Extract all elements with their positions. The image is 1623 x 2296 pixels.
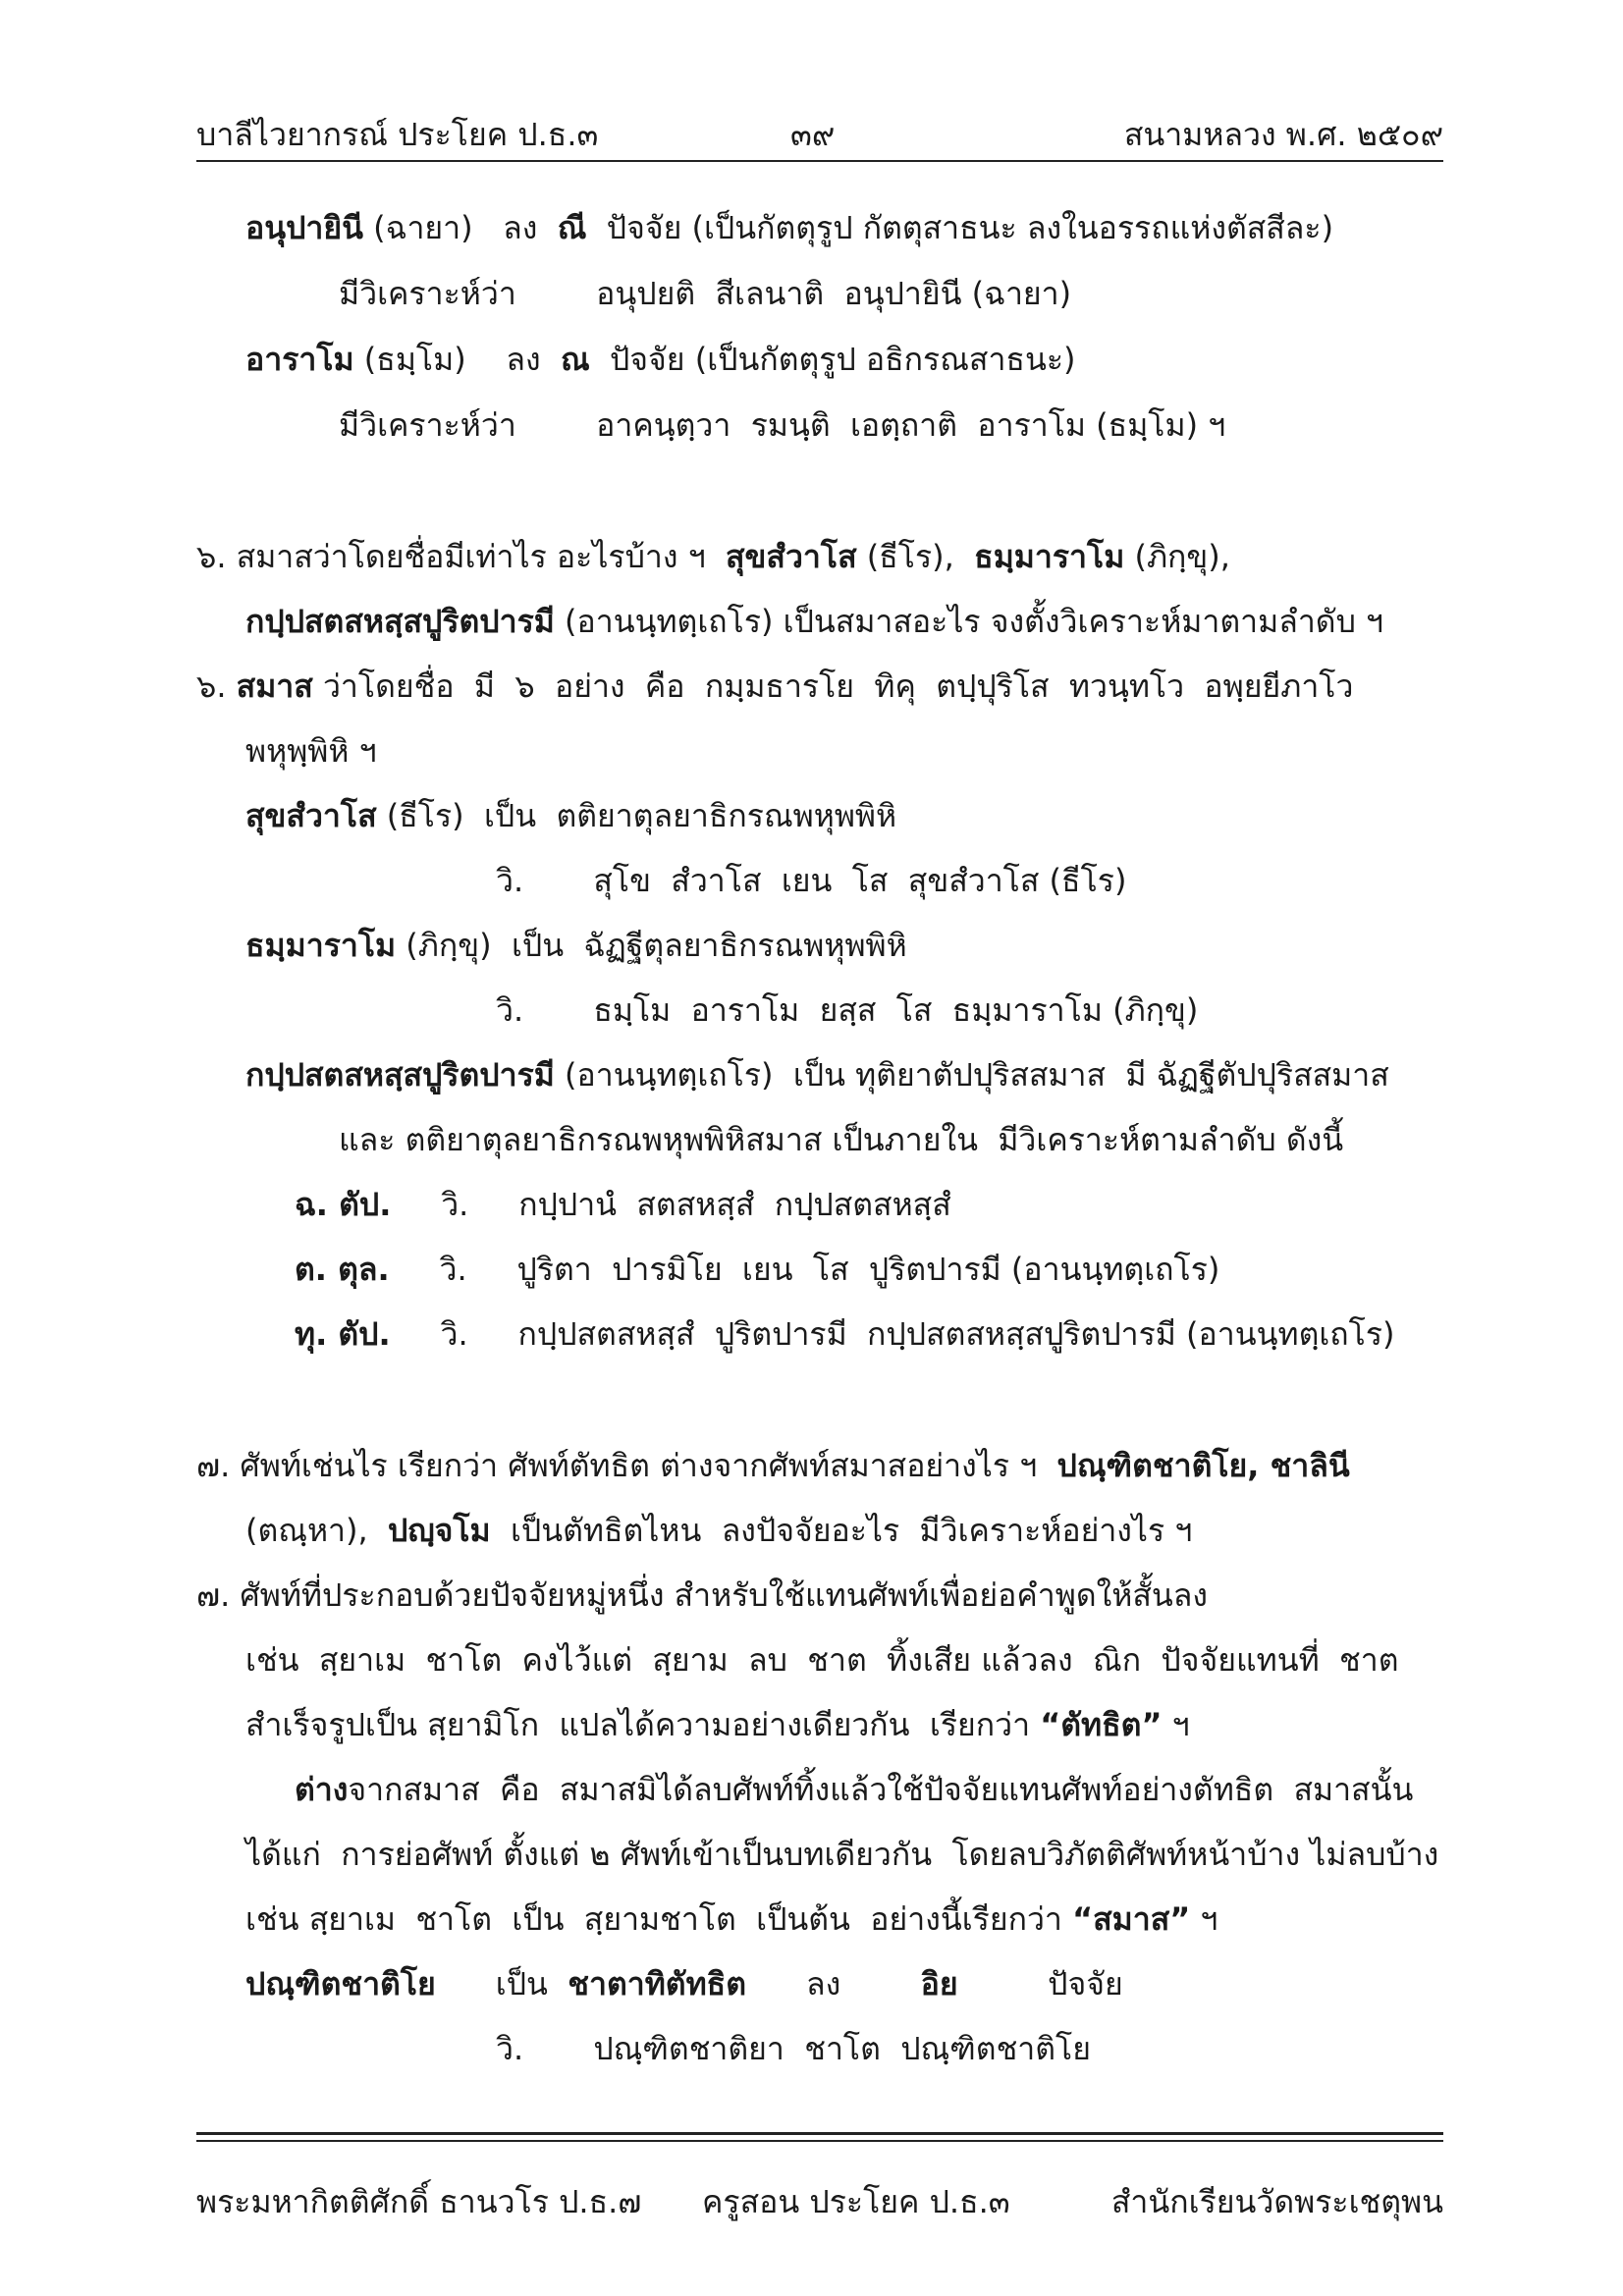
bold-term: กปฺปสตสหสฺสปูริตปารมี: [245, 603, 555, 640]
text-segment: (ธีโร) เป็น ตติยาตุลยาธิกรณพหุพพิหิ: [376, 797, 897, 834]
text-segment: (ฉายา) ลง: [363, 209, 558, 246]
text-line: [496, 859, 1126, 902]
footer-center: ครูสอน ประโยค ป.ธ.๓: [702, 2183, 1010, 2220]
bold-term: “สมาส”: [1072, 1900, 1191, 1938]
text-segment: วิ. กปฺปานํ สตสหสฺสํ กปฺปสตสหสฺสํ: [391, 1186, 951, 1223]
text-line: [339, 1118, 1343, 1161]
text-segment: เป็น: [435, 1965, 568, 2002]
bold-term: ชาตาทิตัทธิต: [568, 1965, 746, 2002]
text-segment: วิ. ปูริตา ปารมิโย เยน โส ปูริตปารมี (อานนฺทตฺเถโร): [389, 1251, 1220, 1288]
text-line: [245, 794, 896, 837]
bold-term: อนุปายินี: [245, 209, 363, 246]
text-line: [245, 1053, 1389, 1096]
text-segment: วิ. ปณฺฑิตชาติยา ชาโต ปณฺฑิตชาติโย: [496, 2030, 1091, 2067]
text-segment: เป็นตัทธิตไหน ลงปัจจัยอะไร มีวิเคราะห์อย่างไร ฯ: [490, 1512, 1193, 1549]
bold-term: ปญฺจโม: [388, 1512, 491, 1549]
text-segment: มีวิเคราะห์ว่า อนุปยติ สีเลนาติ อนุปายินี (ฉายา): [339, 275, 1072, 312]
footer-rule-thick: [196, 2132, 1443, 2135]
bold-term: ปณฺฑิตชาติโย: [245, 1965, 436, 2002]
header-rule: [196, 160, 1443, 162]
bold-term: กปฺปสตสหสฺสปูริตปารมี: [245, 1056, 555, 1094]
text-segment: วิ. ธมฺโม อาราโม ยสฺส โส ธมฺมาราโม (ภิกฺขุ): [496, 991, 1199, 1029]
bold-term: ต. ตุล.: [295, 1251, 390, 1288]
text-line: [245, 338, 1076, 381]
text-segment: และ ตติยาตุลยาธิกรณพหุพพิหิสมาส เป็นภายใน มีวิเคราะห์ตามลำดับ ดังนี้: [339, 1121, 1344, 1158]
bold-term: ณี: [557, 209, 587, 246]
text-segment: ฯ: [1190, 1900, 1218, 1938]
text-line: [295, 1248, 1219, 1291]
text-line: [245, 729, 377, 773]
text-line: [245, 206, 1333, 249]
text-segment: (อานนฺทตฺเถโร) เป็น ทุติยาตัปปุริสสมาส มี ฉัฏฐีตัปปุริสสมาส: [554, 1056, 1389, 1094]
text-segment: (ภิกฺขุ),: [1124, 538, 1230, 575]
text-segment: จากสมาส คือ สมาสมิได้ลบศัพท์ทิ้งแล้วใช้ปัจจัยแทนศัพท์อย่างตัทธิต สมาสนั้น: [348, 1771, 1414, 1808]
text-line: [196, 1574, 1208, 1617]
text-line: [245, 1509, 1192, 1552]
text-segment: ๖. สมาสว่าโดยชื่อมีเท่าไร อะไรบ้าง ฯ: [196, 538, 726, 575]
text-line: [339, 272, 1071, 315]
bold-term: ธมฺมาราโม: [974, 538, 1125, 575]
text-line: [295, 1312, 1395, 1356]
text-segment: (ตณฺหา),: [245, 1512, 389, 1549]
text-segment: สำเร็จรูปเป็น สฺยามิโก แปลได้ความอย่างเดียวกัน เรียกว่า: [245, 1706, 1041, 1743]
text-line: [295, 1768, 1413, 1811]
text-line: [496, 2027, 1091, 2070]
header-right: สนามหลวง พ.ศ. ๒๕๐๙: [1123, 116, 1443, 153]
text-segment: วิ. กปฺปสตสหสฺสํ ปูริตปารมี กปฺปสตสหสฺสปูริตปารมี (อานนฺทตฺเถโร): [390, 1315, 1395, 1353]
bold-term: “ตัทธิต”: [1040, 1706, 1163, 1743]
text-line: [196, 535, 1230, 578]
text-line: [496, 988, 1198, 1032]
text-segment: ๗. ศัพท์ที่ประกอบด้วยปัจจัยหมู่หนึ่ง สำหรับใช้แทนศัพท์เพื่อย่อคำพูดให้สั้นลง: [196, 1576, 1208, 1614]
text-segment: ฯ: [1162, 1706, 1190, 1743]
text-line: [196, 1444, 1350, 1487]
text-segment: มีวิเคราะห์ว่า อาคนฺตฺวา รมนฺติ เอตฺถาติ อาราโม (ธมฺโม) ฯ: [339, 406, 1226, 444]
footer-right: สำนักเรียนวัดพระเชตุพน: [1110, 2183, 1443, 2220]
header-left: บาลีไวยากรณ์ ประโยค ป.ธ.๓: [196, 116, 599, 153]
footer-rule-thin: [196, 2140, 1443, 2142]
text-segment: (ธมฺโม) ลง: [353, 341, 561, 378]
bold-term: ณ: [560, 341, 590, 378]
text-line: [245, 600, 1383, 643]
text-segment: (อานนฺทตฺเถโร) เป็นสมาสอะไร จงตั้งวิเคราะห์มาตามลำดับ ฯ: [554, 603, 1384, 640]
bold-term: สุขสํวาโส: [245, 797, 377, 834]
bold-term: อาราโม: [245, 341, 354, 378]
bold-term: สมาส: [236, 667, 313, 705]
text-line: [245, 924, 907, 967]
bold-term: ปณฺฑิตชาติโย, ชาลินี: [1056, 1447, 1350, 1484]
text-line: [245, 1962, 1123, 2005]
bold-term: อิย: [920, 1965, 958, 2002]
footer-left: พระมหากิตติศักดิ์ ธานวโร ป.ธ.๗: [196, 2183, 642, 2220]
text-line: [339, 403, 1225, 447]
bold-term: ต่าง: [295, 1771, 349, 1808]
bold-term: สุขสํวาโส: [726, 538, 857, 575]
text-segment: เช่น สฺยาเม ชาโต คงไว้แต่ สฺยาม ลบ ชาต ทิ้งเสีย แล้วลง ณิก ปัจจัยแทนที่ ชาต: [245, 1641, 1399, 1679]
text-segment: ได้แก่ การย่อศัพท์ ตั้งแต่ ๒ ศัพท์เข้าเป็นบทเดียวกัน โดยลบวิภัตติศัพท์หน้าบ้าง ไม่ลบบ้าง: [245, 1836, 1439, 1873]
text-segment: ๖.: [196, 667, 237, 705]
text-segment: ปัจจัย: [957, 1965, 1123, 2002]
text-segment: วิ. สุโข สํวาโส เยน โส สุขสํวาโส (ธีโร): [496, 862, 1127, 899]
text-segment: ปัจจัย (เป็นกัตตุรูป กัตตุสาธนะ ลงในอรรถแห่งตัสสีละ): [586, 209, 1334, 246]
text-line: [245, 1833, 1438, 1876]
text-line: [245, 1638, 1398, 1682]
bold-term: ธมฺมาราโม: [245, 927, 397, 964]
text-segment: พหุพฺพิหิ ฯ: [245, 732, 377, 770]
text-segment: (ภิกฺขุ) เป็น ฉัฏฐีตุลยาธิกรณพหุพพิหิ: [396, 927, 907, 964]
text-segment: ๗. ศัพท์เช่นไร เรียกว่า ศัพท์ตัทธิต ต่างจากศัพท์สมาสอย่างไร ฯ: [196, 1447, 1057, 1484]
text-line: [295, 1183, 951, 1226]
text-line: [245, 1703, 1190, 1746]
bold-term: ฉ. ตัป.: [295, 1186, 392, 1223]
text-segment: ว่าโดยชื่อ มี ๖ อย่าง คือ กมฺมธารโย ทิคุ ตปฺปุริโส ทวนฺทโว อพฺยยีภาโว: [312, 667, 1354, 705]
text-segment: ลง: [745, 1965, 921, 2002]
bold-term: ทุ. ตัป.: [295, 1315, 391, 1353]
text-line: [196, 665, 1353, 708]
text-segment: (ธีโร),: [856, 538, 975, 575]
text-segment: เช่น สฺยาเม ชาโต เป็น สฺยามชาโต เป็นต้น อย่างนี้เรียกว่า: [245, 1900, 1073, 1938]
header-page-number: ๓๙: [790, 116, 836, 153]
text-segment: ปัจจัย (เป็นกัตตุรูป อธิกรณสาธนะ): [589, 341, 1076, 378]
text-line: [245, 1897, 1217, 1941]
